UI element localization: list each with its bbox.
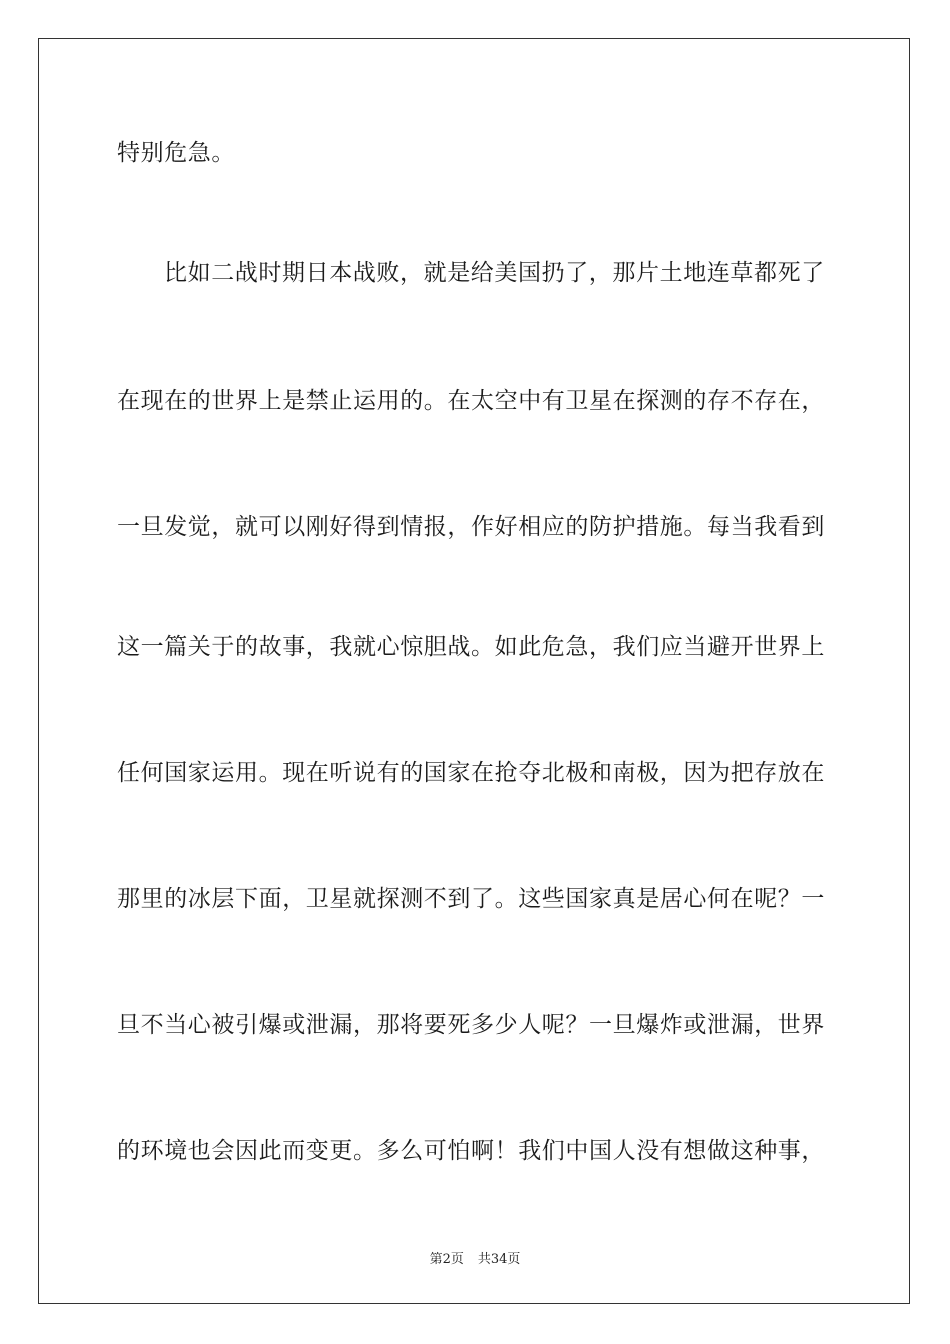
text-line-8: 旦不当心被引爆或泄漏，那将要死多少人呢？一旦爆炸或泄漏，世界 — [117, 1012, 825, 1038]
text-line-5: 这一篇关于的故事，我就心惊胆战。如此危急，我们应当避开世界上 — [117, 634, 825, 660]
text-line-6: 任何国家运用。现在听说有的国家在抢夺北极和南极，因为把存放在 — [117, 760, 825, 786]
page-border — [38, 38, 910, 1304]
text-line-9: 的环境也会因此而变更。多么可怕啊！我们中国人没有想做这种事， — [117, 1138, 825, 1164]
page-number: 第2页 — [429, 1252, 464, 1267]
text-line-7: 那里的冰层下面，卫星就探测不到了。这些国家真是居心何在呢？一 — [117, 886, 825, 912]
page-footer — [0, 1248, 950, 1267]
total-pages: 共34页 — [477, 1252, 521, 1267]
text-line-2-paragraph-start: 比如二战时期日本战败，就是给美国扔了，那片土地连草都死了 — [164, 260, 825, 286]
text-line-3: 在现在的世界上是禁止运用的。在太空中有卫星在探测的存不存在， — [117, 388, 825, 414]
text-line-1: 特别危急。 — [117, 140, 235, 166]
text-line-4: 一旦发觉，就可以刚好得到情报，作好相应的防护措施。每当我看到 — [117, 514, 825, 540]
